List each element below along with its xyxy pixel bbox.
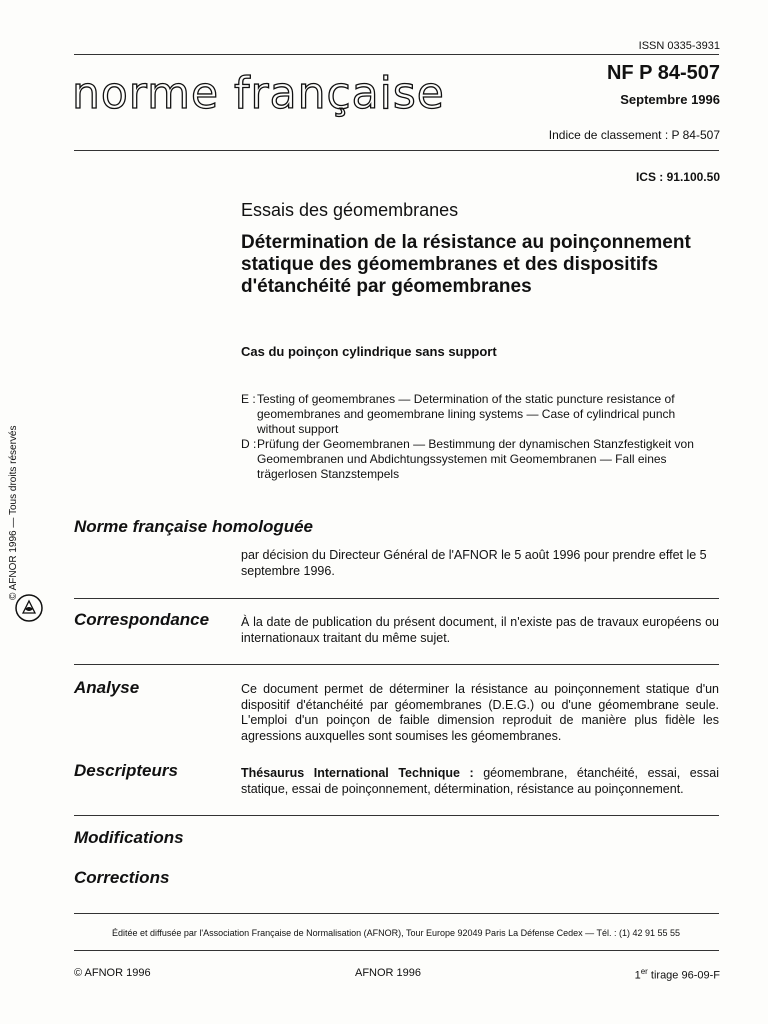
english-text: Testing of geomembranes — Determination of the static puncture resistance of geomembranes and geomembrane lining systems — Case of cylindrical punch without support [257, 392, 676, 436]
classement-index: Indice de classement : P 84-507 [548, 128, 720, 142]
afnor-logo-icon [14, 593, 44, 623]
brand-title: norme française [72, 68, 445, 119]
section-analyse-title: Analyse [74, 678, 140, 697]
section-correspondance-body: À la date de publication du présent document, il n'existe pas de travaux européens ou internationaux traitant du même sujet. [241, 615, 719, 645]
section-analyse-body: Ce document permet de déterminer la résistance au poinçonnement statique d'un dispositif d'étanchéité par géomembranes (D.E.G.) ou d'une géomembrane seule. L'emploi d'un poinçon de faible dimension reproduit de manière plus fidèle les agressions auxquelles sont soumises les géomembranes. [241, 682, 719, 743]
side-copyright: © AFNOR 1996 — Tous droits réservés [8, 425, 19, 600]
document-case: Cas du poinçon cylindrique sans support [241, 344, 497, 359]
section-correspondance-title: Correspondance [74, 610, 210, 629]
descripteurs-text: géomembrane, étanchéité, essai, essai statique, essai de poinçonnement, détermination, résistance au poinçonnement. [241, 766, 719, 796]
document-subtitle: Essais des géomembranes [241, 200, 459, 220]
section-homologuee-title: Norme française homologuée [74, 517, 314, 536]
section-modifications-title: Modifications [74, 828, 184, 847]
standard-number: NF P 84-507 [606, 62, 720, 84]
section-divider [74, 664, 719, 665]
section-descripteurs-title: Descripteurs [74, 761, 178, 780]
footer-center: AFNOR 1996 [355, 967, 422, 979]
header-rule [74, 150, 719, 151]
footer-rule [74, 913, 719, 914]
tirage-superscript: er [640, 967, 648, 976]
section-corrections-title: Corrections [74, 868, 170, 887]
publication-date: Septembre 1996 [620, 92, 720, 107]
footer-tirage [560, 967, 720, 982]
top-rule [74, 54, 719, 55]
section-divider [74, 815, 719, 816]
descripteurs-label: Thésaurus International Technique : [241, 766, 474, 780]
section-divider [74, 598, 719, 599]
section-homologuee-body: par décision du Directeur Général de l'AFNOR le 5 août 1996 pour prendre effet le 5 septembre 1996. [241, 548, 707, 578]
tirage-number: 1 [634, 969, 641, 982]
german-title [241, 437, 707, 482]
footer-copyright: © AFNOR 1996 [74, 967, 151, 979]
document-title: Détermination de la résistance au poinçonnement statique des géomembranes et des dispositifs d'étanchéité par géomembranes [241, 232, 691, 297]
ics-code: ICS : 91.100.50 [635, 170, 720, 184]
english-title [241, 392, 707, 437]
footer-rule-bottom [74, 950, 719, 951]
tirage-text: tirage 96-09-F [647, 969, 720, 982]
english-tag: E : [241, 392, 256, 406]
german-text: Prüfung der Geomembranen — Bestimmung der dynamischen Stanzfestigkeit von Geomembranen und Abdichtungssystemen mit Geomembranen — Fall eines trägerlosen Stanzstempels [257, 437, 694, 481]
footer-publisher: Éditée et diffusée par l'Association Française de Normalisation (AFNOR), Tour Europe 92049 Paris La Défense Cedex — Tél. : (1) 42 91 55 55 [111, 928, 680, 938]
issn: ISSN 0335-3931 [638, 40, 720, 52]
section-descripteurs-body [241, 766, 719, 797]
german-tag: D : [241, 437, 257, 451]
